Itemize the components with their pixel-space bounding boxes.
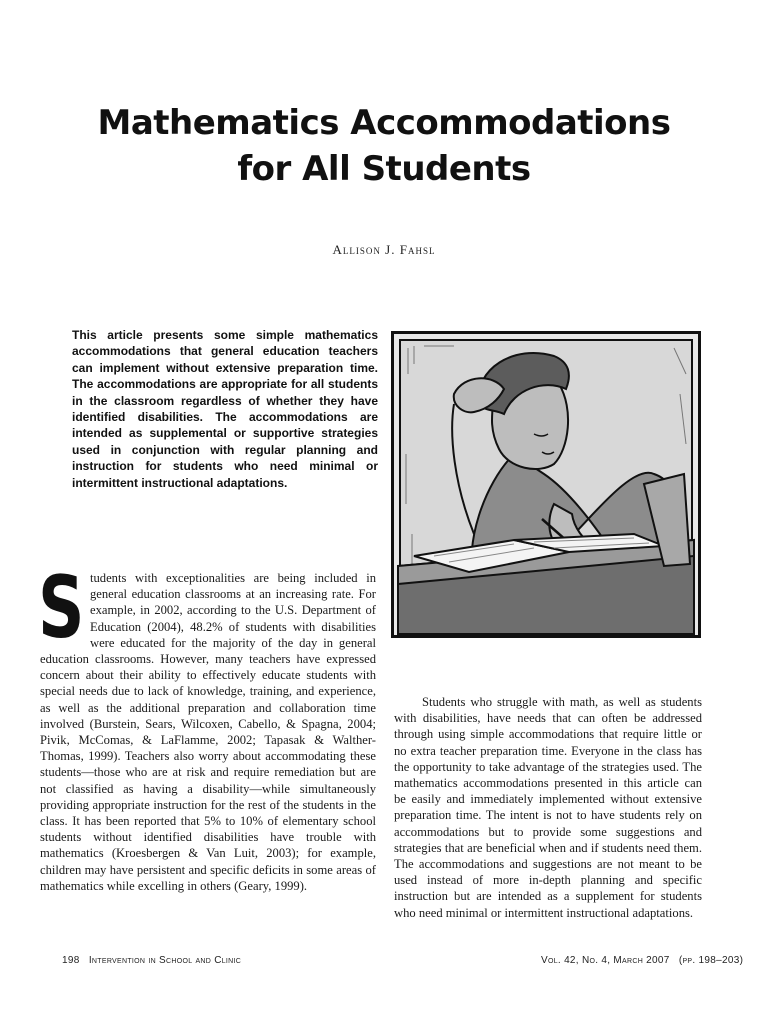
- body-paragraph-2: Students who struggle with math, as well as students with disabilities, have needs that can often be addressed through using simple accommodations that require little or no extra teacher preparation time. Everyone in the class has the opportunity to take advantage of the strategies used. The mathematics accommodations presented in this article can be easily and immediately implemented without extensive preparation time. The intent is not to have students rely on accommodations but to provide some suggestions and strategies that are beneficial when and if students need them. The accommodations and suggestions are not meant to be used instead of more in-depth planning and specific instruction but are intended as a supplement for students who need minimal or intermittent instructional adaptations.: [394, 695, 702, 920]
- body-column-left: [38, 558, 376, 894]
- page-number: 198: [62, 955, 80, 966]
- abstract: This article presents some simple mathematics accommodations that general education teachers can implement without extensive preparation time. The accommodations are appropriate for all students in the classroom regardless of whether they have identified disabilities. The accommodations are intended as supplemental or supportive strategies used in conjunction with regular planning and instruction for students who need minimal or intermittent instructional adaptations.: [72, 328, 378, 490]
- journal-name: Intervention in School and Clinic: [88, 955, 242, 966]
- footer-left: [62, 955, 241, 966]
- issue-info: Vol. 42, No. 4, March 2007: [541, 955, 670, 966]
- article-title: [0, 100, 768, 192]
- page-range: (pp. 198–203): [678, 955, 744, 966]
- illustration-svg: [394, 334, 698, 635]
- title-line-1: Mathematics Accommodations: [97, 103, 671, 143]
- author-name: Allison J. Fahsl: [332, 242, 436, 257]
- footer-right: [541, 955, 743, 966]
- title-line-2: for All Students: [237, 149, 531, 189]
- body-paragraph-1: tudents with exceptionalities are being included in general education classrooms at an increasing rate. For example, in 2002, according to the U.S. Department of Education (2004), 48.2% of students with disabilities were educated for the majority of the day in general education classrooms. However, many teachers have expressed concern about their ability to effectively educate students with special needs due to lack of knowledge, training, and experience, as well as the additional preparation and collaboration time involved (Burstein, Sears, Wilcoxen, Cabello, & Spagna, 2004; Pivik, McComas, & LaFlamme, 2002; Tapasak & Walther-Thomas, 1999). Teachers also worry about accommodating these students—those who are at risk and require remediation but are not classified as having a disability—while simultaneously providing appropriate instruction for the rest of the students in the class. It has been reported that 5% to 10% of elementary school students without identified disabilities have trouble with mathematics (Kroesbergen & Van Luit, 2003); for example, children may have persistent and specific deficits in some areas of mathematics while excelling in others (Geary, 1999).: [40, 571, 376, 893]
- student-studying-illustration: [391, 331, 701, 638]
- drop-cap: S: [38, 558, 85, 658]
